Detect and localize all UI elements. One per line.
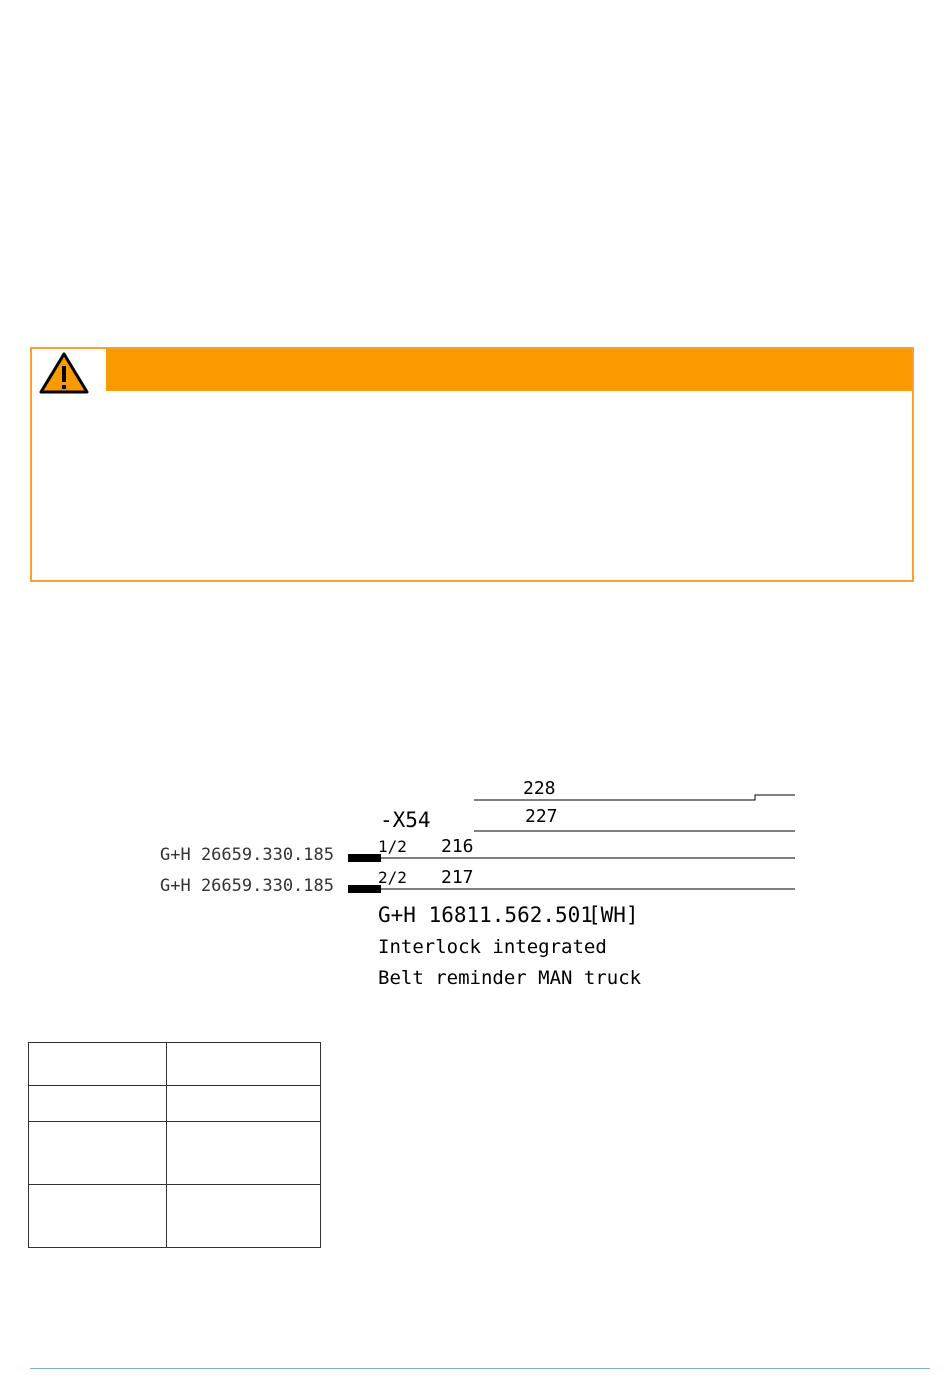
terminal-2-marker [348,885,381,893]
table-cell [29,1043,167,1086]
table-row [29,1043,321,1086]
table-row [29,1122,321,1185]
wire-216-label: 216 [441,836,474,857]
table-cell [167,1086,321,1122]
table-row [29,1086,321,1122]
table-cell [29,1122,167,1185]
table-cell [167,1185,321,1248]
pin-1-part-number: G+H 26659.330.185 [160,845,334,865]
pin-1-label: 1/2 [378,837,407,856]
table-cell [29,1185,167,1248]
legend-table [28,1042,321,1248]
table-cell [167,1122,321,1185]
device-color-code: [WH] [588,903,639,927]
table-cell [167,1043,321,1086]
table-row [29,1185,321,1248]
pin-2-part-number: G+H 26659.330.185 [160,876,334,896]
device-note-belt-reminder: Belt reminder MAN truck [378,967,642,989]
pin-2-label: 2/2 [378,868,407,887]
connector-name: -X54 [380,808,431,832]
wire-228-label: 228 [523,778,556,799]
table-cell [29,1086,167,1122]
device-note-interlock: Interlock integrated [378,936,607,958]
terminal-1-marker [348,854,381,862]
wire-227-label: 227 [525,806,558,827]
device-part-number: G+H 16811.562.501 [378,903,593,927]
wire-217-label: 217 [441,867,474,888]
footer-rule [30,1368,930,1369]
